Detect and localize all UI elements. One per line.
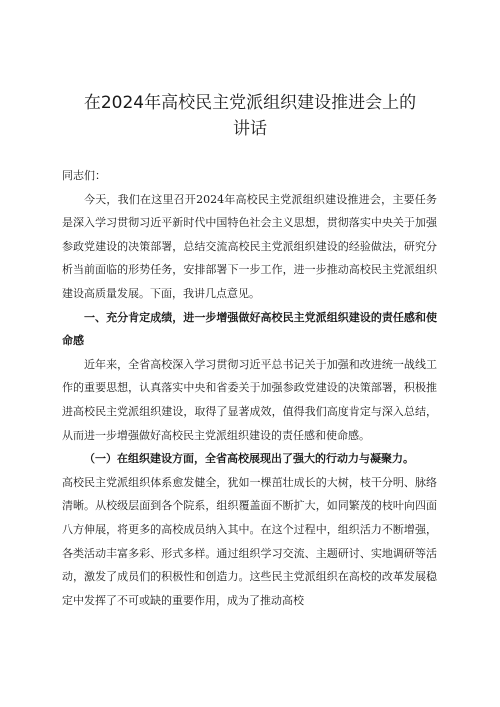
subsection-heading-1: （一）在组织建设方面，全省高校展现出了强大的行动力与凝聚力。 — [84, 452, 414, 466]
paragraph-intro: 今天，我们在这里召开2024年高校民主党派组织建设推进会，主要任务是深入学习贯彻习近平新时代中国特色社会主义思想，贯彻落实中央关于加强参政党建设的决策部署，总结交流高校民主党派组织建设的经验做法，研究分析当前面临的形势任务，安排部署下一步工作，进一步推动高校民主党派组织建设高质量发展。下面，我讲几点意见。 — [62, 192, 437, 300]
paragraph-subsection-1: 高校民主党派组织体系愈发健全，犹如一棵茁壮成长的大树，枝干分明、脉络清晰。从校级层面到各个院系，组织覆盖面不断扩大，如同繁茂的枝叶向四面八方伸展，将更多的高校成员纳入其中。在这个过程中，组织活力不断增强，各类活动丰富多彩、形式多样。通过组织学习交流、主题研讨、实地调研等活动，激发了成员们的积极性和创造力。这些民主党派组织在高校的改革发展稳定中发挥了不可或缺的重要作用，成为了推动高校 — [62, 475, 437, 607]
paragraph-section-1: 近年来，全省高校深入学习贯彻习近平总书记关于加强和改进统一战线工作的重要思想，认真落实中央和省委关于加强参政党建设的决策部署，积极推进高校民主党派组织建设，取得了显著成效，值得我们高度肯定与深入总结，从而进一步增强做好高校民主党派组织建设的责任感和使命感。 — [62, 357, 437, 442]
title-line-2: 讲话 — [233, 119, 267, 139]
document-body — [62, 164, 437, 612]
salutation: 同志们： — [62, 169, 106, 182]
section-heading-1: 一、充分肯定成绩，进一步增强做好高校民主党派组织建设的责任感和使命感 — [62, 310, 437, 348]
title-line-1: 在2024年高校民主党派组织建设推进会上的 — [83, 93, 417, 113]
document-title — [60, 90, 440, 142]
